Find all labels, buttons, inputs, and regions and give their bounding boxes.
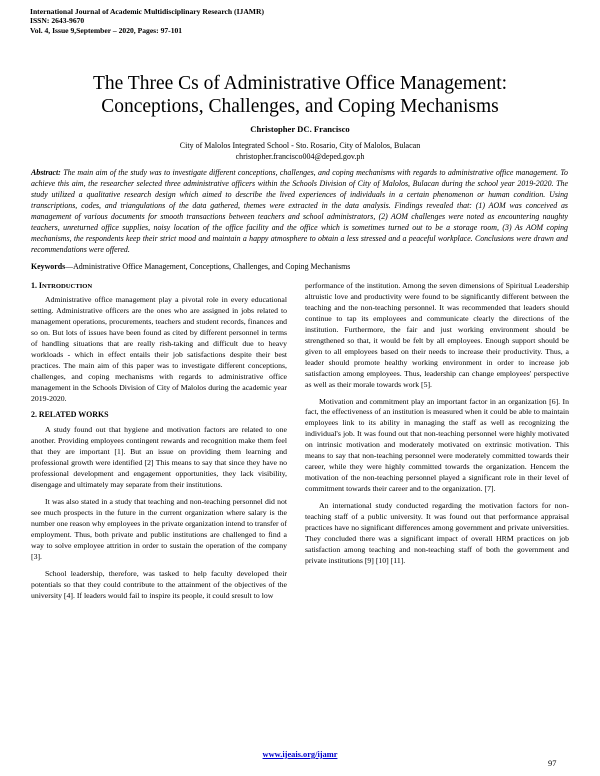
intro-paragraph: Administrative office management play a pivotal role in every educational setting. Administrative officers are the ones who are assigned in jobs related to management operations, procurements, teachers and student records, finances and so on. But lots of issues have been found as cited by different personnel in terms of handling situations that are really rish-taking and difficult due to heavy workloads - which in effect entails their job satisfactions despite their best practices. The main aim of this paper was to investigate different conceptions, challenges, and coping mechanisms with regards to administrative office management in the Schools Division of City of Malolos during the academic year 2019-2020. [31, 294, 287, 403]
abstract [31, 168, 568, 256]
left-column [31, 281, 287, 602]
author-name: Christopher DC. Francisco [250, 124, 350, 134]
keywords-label: Keywords [31, 262, 66, 271]
section-heading-related-works: 2. RELATED WORKS [31, 410, 109, 420]
right-paragraph-1: performance of the institution. Among the seven dimensions of Spiritual Leadership altruistic love and productivity were found to be significantly different between the teaching and the non-teaching personnel. It was recommended that leaders should continue to tap its employees and communicate clearly the directions of the institution. Furthermore, the fair and just working environment should be strengthened so that, it would be felt by all employees. Enough support should be given to all employees based on their needs to increase their productivity. Thus, a leader should promote healthy working environment in order to increase job satisfaction among employees. Thus, leadership can change employees' perspective as well as their morale towards work [5]. [305, 281, 569, 389]
title-line-1: The Three Cs of Administrative Office Management: [92, 73, 508, 94]
title-line-2: Conceptions, Challenges, and Coping Mechanisms [101, 96, 499, 117]
author-email: christopher.francisco004@deped.gov.ph [235, 152, 365, 161]
right-paragraph-2: Motivation and commitment play an important factor in an organization [6]. In fact, the effectiveness of an institution is measured when it could be able to maintain employees link to its ability in managing the staff as well as recognizing the individual's job. It was found out that non-teaching personnel were highly motivated on intrinsic motivation and moderately motivated on extrinsic motivation. This means to say that non-teaching personnel were moderately committed towards their career, while they were highly committed towards the organization. Hencem the motivation of the non-teaching personnel played a significant role in their level of commitment towards their career and to the organization. [7]. [305, 396, 569, 494]
journal-link[interactable]: www.ijeais.org/ijamr [262, 750, 338, 759]
volume-info: Vol. 4, Issue 9,September – 2020, Pages: 97-101 [30, 25, 183, 35]
abstract-text: The main aim of the study was to investigate different conceptions, challenges, and coping mechanisms with regards to administrative office management. To achieve this aim, the researcher selected three administrative officers within the Schools Division of City of Malolos, Bulacan during the school year 2019-2020. The study utilized a qualitative research design which aimed to describe the lived experiences of individuals in a certain phenomenon or human condition. Using transcriptions, codes, and triangulations of the data gathered, themes were extracted in the data analysis. Findings revealed that: (1) AOM was conceived as management of various documents for smooth transactions between teachers and school administrators, (2) AOM challenges were noted as encountering naughty teachers, unreturned office supplies, noisy location of the office facility and the office which is sometimes turned out to be a storage room, (3) As AOM coping mechanisms, the respondents keep their strict mood and maintain a happy atmosphere to obtain a less stressed and a peaceful workplace. Conclusions were drawn and recommendations were offered. [31, 168, 568, 254]
related-paragraph-3: School leadership, therefore, was tasked to help faculty developed their potentials so that they could contribute to the attainment of the objectives of the university [4]. If leaders would fail to inspire its people, it could sresult to low [31, 568, 287, 600]
journal-header [30, 7, 570, 35]
section-heading-introduction: 1. INTRODUCTION [31, 281, 93, 290]
page-number: 97 [548, 759, 557, 768]
keywords-text: —Administrative Office Management, Conceptions, Challenges, and Coping Mechanisms [65, 262, 351, 271]
related-paragraph-1: A study found out that hygiene and motivation factors are related to one another. Providing employees contingent rewards and recognition make them feel that they are important [1]. But an issue on providing them learning and professional growth were identified [2] This means to say that since they have no professional development and engagement opportunities, they lack visibility, disengage and ultimately may separate from their institutions. [31, 425, 287, 490]
footer-url [0, 750, 600, 759]
affiliation: City of Malolos Integrated School - Sto. Rosario, City of Malolos, Bulacan [179, 141, 421, 150]
journal-name: International Journal of Academic Multidisciplinary Research (IJAMR) [30, 7, 264, 16]
abstract-label: Abstract: [31, 168, 61, 177]
issn: ISSN: 2643-9670 [30, 16, 85, 26]
keywords [31, 262, 568, 272]
author-affiliation-block [30, 140, 570, 162]
paper-title [30, 72, 570, 118]
right-paragraph-3: An international study conducted regarding the motivation factors for non-teaching staff of a public university. It was found out that performance appraisal practices have no significant differences among government and private universities. They concluded there was a significant impact of overall HRM practices on job satisfaction among teaching and non-teaching staff of both the government and private institutions [9] [10] [11]. [305, 501, 569, 565]
right-column [305, 281, 569, 567]
related-paragraph-2: It was also stated in a study that teaching and non-teaching personnel did not see much prospects in the future in the current organization where salary is the number one reason why employees in the private organization intend to transfer of employment. Thus, both private and public institutions are challenged to find a way to solve employee attrition in order to sustain the operation of the company [3]. [31, 497, 287, 561]
